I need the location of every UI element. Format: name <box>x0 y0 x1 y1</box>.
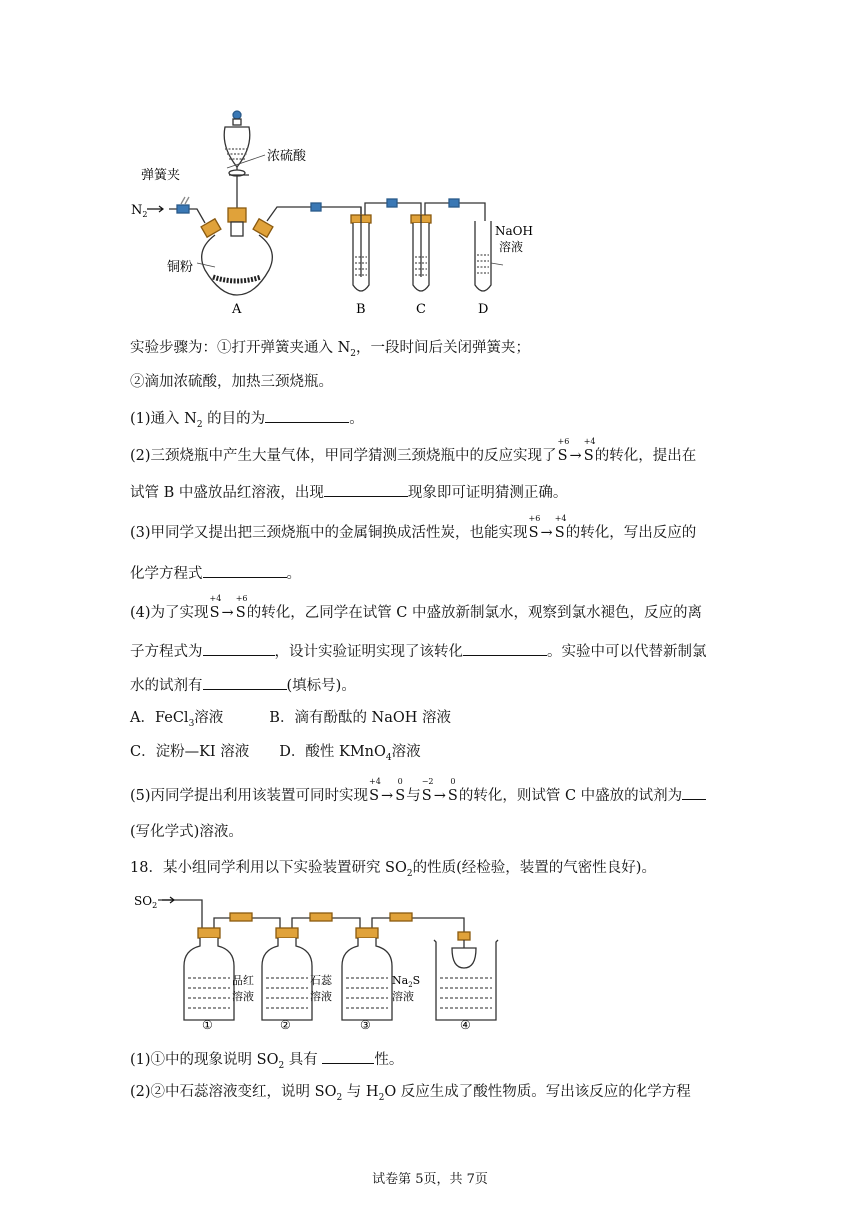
answer-blank[interactable] <box>324 481 408 497</box>
bottle-1-label-1: 品红 <box>232 974 254 987</box>
question-18-title: 18．某小组同学利用以下实验装置研究 $SO_2$的性质(经检验，装置的气密性良好)。 <box>130 860 656 879</box>
page-footer: 试卷第 5页，共 7页 <box>372 1172 488 1187</box>
option-d[interactable]: D．酸性 KMnO$_4$溶液 <box>279 744 421 763</box>
label-n2: $N_2$ <box>131 203 148 219</box>
label-naoh-2: 溶液 <box>499 240 524 254</box>
step-line-1: 实验步骤为：①打开弹簧夹通入 $N_2$，一段时间后关闭弹簧夹； <box>130 340 531 359</box>
bottle-1-label-2: 溶液 <box>232 990 254 1003</box>
bottle-number-3: ③ <box>360 1018 371 1032</box>
option-b[interactable]: B．滴有酚酞的 NaOH 溶液 <box>269 710 452 726</box>
question-2-line-2: 试管 B 中盛放品红溶液，出现 现象即可证明猜测正确。 <box>130 481 567 503</box>
options-row-2 <box>130 742 421 768</box>
label-so2: $SO_2$ <box>134 894 158 910</box>
question-1: (1)通入 $N_2$ 的目的为 。 <box>130 407 364 435</box>
answer-blank[interactable] <box>322 1048 374 1064</box>
bottle-2-label-2: 溶液 <box>310 990 332 1003</box>
label-copper-powder: 铜粉 <box>167 260 194 275</box>
options-row-1 <box>130 708 451 734</box>
question-3-line-1: (3)甲同学又提出把三颈烧瓶中的金属铜换成活性炭，也能实现 +6 S → +4 S的转化，写出反应的 <box>130 514 697 541</box>
question-18-2: (2)②中石蕊溶液变红，说明 $SO_2$ 与 $H_2O$ 反应生成了酸性物质。写出该反应的化学方程 <box>130 1084 691 1103</box>
option-a[interactable]: A．FeCl$_3$溶液 <box>130 710 224 729</box>
label-naoh-1: NaOH <box>495 224 533 238</box>
tube-label-a: A <box>232 302 242 317</box>
question-4-line-2: 子方程式为 ，设计实验证明实现了该转化 。实验中可以代替新制氯 <box>130 640 707 662</box>
label-concentrated-acid: 浓硫酸 <box>267 149 307 164</box>
bottle-3-label-1: $Na_2S$ <box>392 974 421 989</box>
question-3-line-2: 化学方程式 。 <box>130 562 301 584</box>
tube-label-c: C <box>416 302 426 317</box>
tube-label-d: D <box>478 302 489 317</box>
question-4-line-3: 水的试剂有 (填标号)。 <box>130 674 356 696</box>
answer-blank[interactable] <box>203 674 287 690</box>
apparatus-figure-2 <box>130 888 510 1030</box>
bottle-3-label-2: 溶液 <box>392 990 414 1003</box>
bottle-2-label-1: 石蕊 <box>310 974 332 987</box>
bottle-number-2: ② <box>280 1018 291 1032</box>
question-5-line-2: (写化学式)溶液。 <box>130 824 243 840</box>
beaker-number-4: ④ <box>460 1018 471 1032</box>
question-5-line-1: (5)丙同学提出利用该装置可同时实现 +4 S → 0 S与 −2 S → 0 S的转化，则试管 C 中盛放的试剂为 <box>130 784 706 806</box>
step-line-2: ②滴加浓硫酸，加热三颈烧瓶。 <box>130 374 333 390</box>
label-spring-clip: 弹簧夹 <box>141 168 181 183</box>
question-18-1: (1)①中的现象说明 $SO_2$ 具有 性。 <box>130 1048 403 1076</box>
option-c[interactable]: C．淀粉—KI 溶液 <box>130 744 250 760</box>
answer-blank[interactable] <box>265 407 349 423</box>
bottle-number-1: ① <box>202 1018 213 1032</box>
answer-blank[interactable] <box>203 640 275 656</box>
tube-label-b: B <box>356 302 366 317</box>
answer-blank[interactable] <box>463 640 547 656</box>
question-4-line-1: (4)为了实现 +4 S → +6 S的转化，乙同学在试管 C 中盛放新制氯水，观察到氯水褪色，反应的离 <box>130 594 703 621</box>
answer-blank[interactable] <box>203 562 287 578</box>
question-2-line-1: (2)三颈烧瓶中产生大量气体，甲同学猜测三颈烧瓶中的反应实现了 +6 S → +4 S的转化，提出在 <box>130 437 697 464</box>
answer-blank[interactable] <box>682 784 706 800</box>
apparatus-figure-1 <box>125 105 533 320</box>
